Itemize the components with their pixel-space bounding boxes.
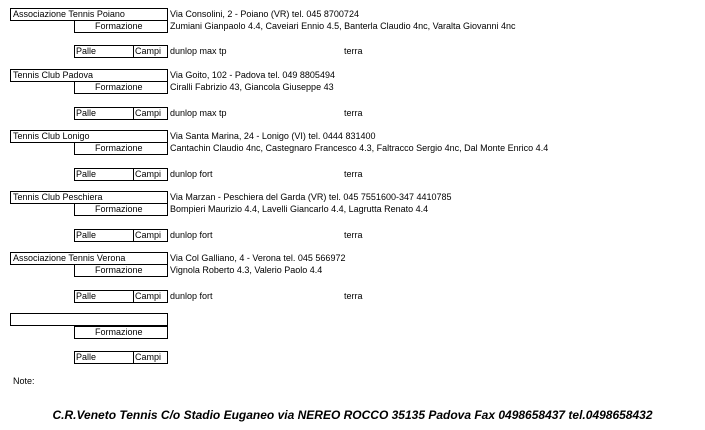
formazione-cell <box>74 142 168 155</box>
club-name: Tennis Club Padova <box>13 70 94 80</box>
courts-value: terra <box>344 108 363 118</box>
team-players: Ciralli Fabrizio 43, Giancola Giuseppe 43 <box>170 82 334 92</box>
club-name: Tennis Club Lonigo <box>13 131 90 141</box>
campi-cell <box>133 107 168 120</box>
club-name: Associazione Tennis Verona <box>13 253 126 263</box>
palle-cell <box>74 290 134 303</box>
club-name-cell[interactable] <box>10 313 168 326</box>
palle-cell <box>74 107 134 120</box>
team-players: Cantachin Claudio 4nc, Castegnaro Francesco 4.3, Faltracco Sergio 4nc, Dal Monte Enrico 4.4 <box>170 143 549 153</box>
formazione-label: Formazione <box>95 265 143 275</box>
balls-value: dunlop fort <box>170 230 213 240</box>
footer-contact: C.R.Veneto Tennis C/o Stadio Euganeo via NEREO ROCCO 35135 Padova Fax 0498658437 tel.0498658432 <box>52 408 653 422</box>
palle-cell <box>74 351 134 364</box>
formazione-label: Formazione <box>95 21 143 31</box>
palle-label: Palle <box>76 352 97 362</box>
campi-label: Campi <box>135 291 162 301</box>
club-name: Tennis Club Peschiera <box>13 192 103 202</box>
palle-cell <box>74 229 134 242</box>
palle-cell <box>74 45 134 58</box>
campi-label: Campi <box>135 46 162 56</box>
campi-cell <box>133 351 168 364</box>
palle-label: Palle <box>76 46 97 56</box>
courts-value: terra <box>344 291 363 301</box>
campi-cell <box>133 45 168 58</box>
campi-cell <box>133 290 168 303</box>
team-players: Bompieri Maurizio 4.4, Lavelli Giancarlo 4.4, Lagrutta Renato 4.4 <box>170 204 429 214</box>
formazione-label: Formazione <box>95 327 143 337</box>
team-players: Zumiani Gianpaolo 4.4, Caveiari Ennio 4.5, Banterla Claudio 4nc, Varalta Giovanni 4nc <box>170 21 516 31</box>
club-name: Associazione Tennis Poiano <box>13 9 125 19</box>
courts-value: terra <box>344 46 363 56</box>
balls-value: dunlop fort <box>170 291 213 301</box>
formazione-cell <box>74 326 168 339</box>
campi-cell <box>133 168 168 181</box>
palle-cell <box>74 168 134 181</box>
formazione-label: Formazione <box>95 143 143 153</box>
palle-label: Palle <box>76 169 97 179</box>
formazione-cell <box>74 203 168 216</box>
balls-value: dunlop fort <box>170 169 213 179</box>
club-address: Via Consolini, 2 - Poiano (VR) tel. 045 8700724 <box>170 9 359 19</box>
team-players: Vignola Roberto 4.3, Valerio Paolo 4.4 <box>170 265 323 275</box>
balls-value: dunlop max tp <box>170 46 227 56</box>
club-address: Via Goito, 102 - Padova tel. 049 8805494 <box>170 70 335 80</box>
formazione-cell <box>74 264 168 277</box>
palle-label: Palle <box>76 108 97 118</box>
campi-label: Campi <box>135 352 162 362</box>
club-address: Via Col Galliano, 4 - Verona tel. 045 566972 <box>170 253 346 263</box>
club-address: Via Santa Marina, 24 - Lonigo (VI) tel. 0444 831400 <box>170 131 376 141</box>
courts-value: terra <box>344 169 363 179</box>
note-label: Note: <box>13 376 35 386</box>
campi-cell <box>133 229 168 242</box>
formazione-label: Formazione <box>95 204 143 214</box>
campi-label: Campi <box>135 108 162 118</box>
campi-label: Campi <box>135 169 162 179</box>
formazione-cell <box>74 20 168 33</box>
balls-value: dunlop max tp <box>170 108 227 118</box>
club-address: Via Marzan - Peschiera del Garda (VR) tel. 045 7551600-347 4410785 <box>170 192 452 202</box>
formazione-cell <box>74 81 168 94</box>
courts-value: terra <box>344 230 363 240</box>
formazione-label: Formazione <box>95 82 143 92</box>
campi-label: Campi <box>135 230 162 240</box>
palle-label: Palle <box>76 291 97 301</box>
palle-label: Palle <box>76 230 97 240</box>
